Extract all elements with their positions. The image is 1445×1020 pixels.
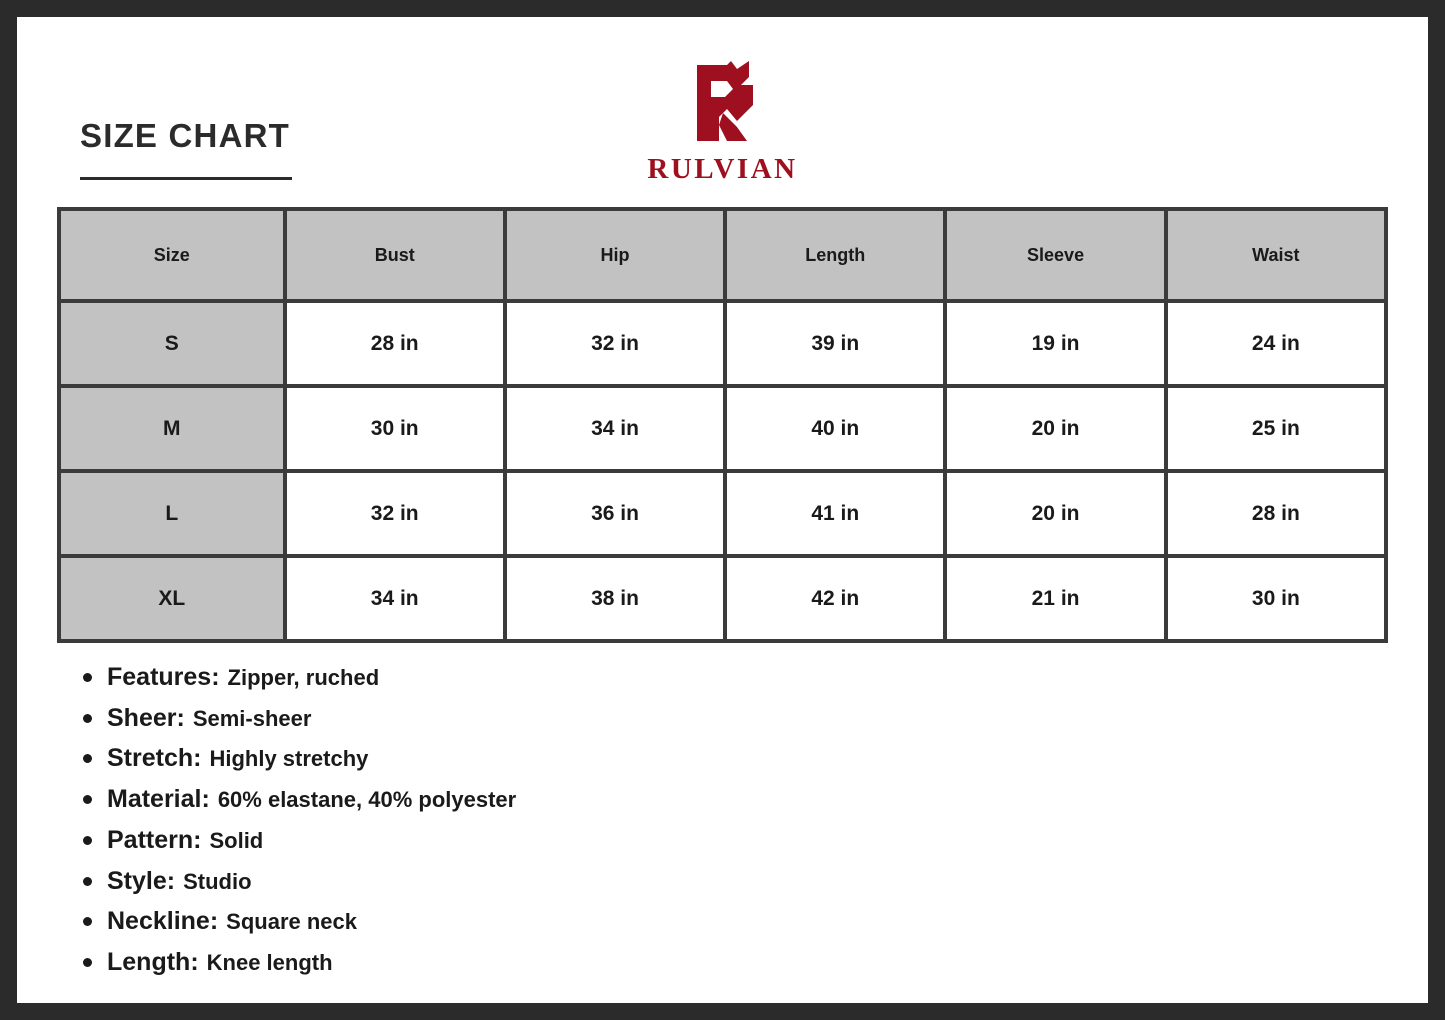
brand-name: RULVIAN xyxy=(647,153,798,185)
column-header-hip: Hip xyxy=(505,209,725,301)
column-header-size: Size xyxy=(59,209,285,301)
cell-bust: 28 in xyxy=(285,301,505,386)
cell-hip: 36 in xyxy=(505,471,725,556)
table-body xyxy=(59,301,1386,641)
cell-length: 42 in xyxy=(725,556,945,641)
cell-waist: 30 in xyxy=(1166,556,1386,641)
detail-label: Stretch: xyxy=(107,744,202,773)
brand-block xyxy=(45,59,1400,186)
detail-label: Features: xyxy=(107,663,220,691)
list-item xyxy=(75,702,1400,735)
row-header-size: M xyxy=(59,386,285,471)
rulvian-logo-icon xyxy=(675,59,771,147)
table-header-row xyxy=(59,209,1386,301)
list-item xyxy=(75,661,1400,694)
size-chart-table-wrap xyxy=(57,207,1388,643)
detail-label: Material: xyxy=(107,785,210,814)
table-row xyxy=(59,471,1386,556)
detail-value: Zipper, ruched xyxy=(227,665,380,690)
row-header-size: XL xyxy=(59,556,285,641)
cell-hip: 32 in xyxy=(505,301,725,386)
size-chart-table xyxy=(57,207,1388,643)
column-header-waist: Waist xyxy=(1166,209,1386,301)
cell-waist: 24 in xyxy=(1166,301,1386,386)
detail-value: Knee length xyxy=(206,950,333,976)
cell-length: 40 in xyxy=(725,386,945,471)
row-header-size: S xyxy=(59,301,285,386)
table-row xyxy=(59,386,1386,471)
table-row xyxy=(59,301,1386,386)
cell-bust: 30 in xyxy=(285,386,505,471)
detail-value: Square neck xyxy=(226,909,358,935)
cell-bust: 34 in xyxy=(285,556,505,641)
detail-label: Neckline: xyxy=(107,907,219,936)
product-details-list xyxy=(75,661,1400,979)
column-header-sleeve: Sleeve xyxy=(945,209,1165,301)
cell-length: 41 in xyxy=(725,471,945,556)
list-item xyxy=(75,824,1400,857)
list-item xyxy=(75,865,1400,898)
column-header-length: Length xyxy=(725,209,945,301)
cell-sleeve: 20 in xyxy=(945,471,1165,556)
cell-hip: 34 in xyxy=(505,386,725,471)
detail-value: Highly stretchy xyxy=(209,746,369,772)
page-inner xyxy=(17,17,1428,1003)
detail-label: Length: xyxy=(107,948,199,977)
detail-value: Semi-sheer xyxy=(192,705,312,731)
header xyxy=(45,39,1400,199)
detail-value: Studio xyxy=(183,868,252,894)
row-header-size: L xyxy=(59,471,285,556)
page-title: SIZE CHART xyxy=(80,117,290,154)
cell-length: 39 in xyxy=(725,301,945,386)
cell-waist: 25 in xyxy=(1166,386,1386,471)
list-item xyxy=(75,783,1400,816)
column-header-bust: Bust xyxy=(285,209,505,301)
detail-value: Solid xyxy=(209,827,264,853)
detail-value: 60% elastane, 40% polyester xyxy=(217,787,517,813)
cell-hip: 38 in xyxy=(505,556,725,641)
cell-bust: 32 in xyxy=(285,471,505,556)
cell-sleeve: 20 in xyxy=(945,386,1165,471)
list-item xyxy=(75,946,1400,979)
detail-label: Pattern: xyxy=(107,825,202,854)
detail-label: Sheer: xyxy=(107,703,185,732)
cell-sleeve: 19 in xyxy=(945,301,1165,386)
list-item xyxy=(75,905,1400,938)
table-head xyxy=(59,209,1386,301)
cell-waist: 28 in xyxy=(1166,471,1386,556)
list-item xyxy=(75,742,1400,775)
detail-label: Style: xyxy=(107,866,176,895)
table-row xyxy=(59,556,1386,641)
cell-sleeve: 21 in xyxy=(945,556,1165,641)
